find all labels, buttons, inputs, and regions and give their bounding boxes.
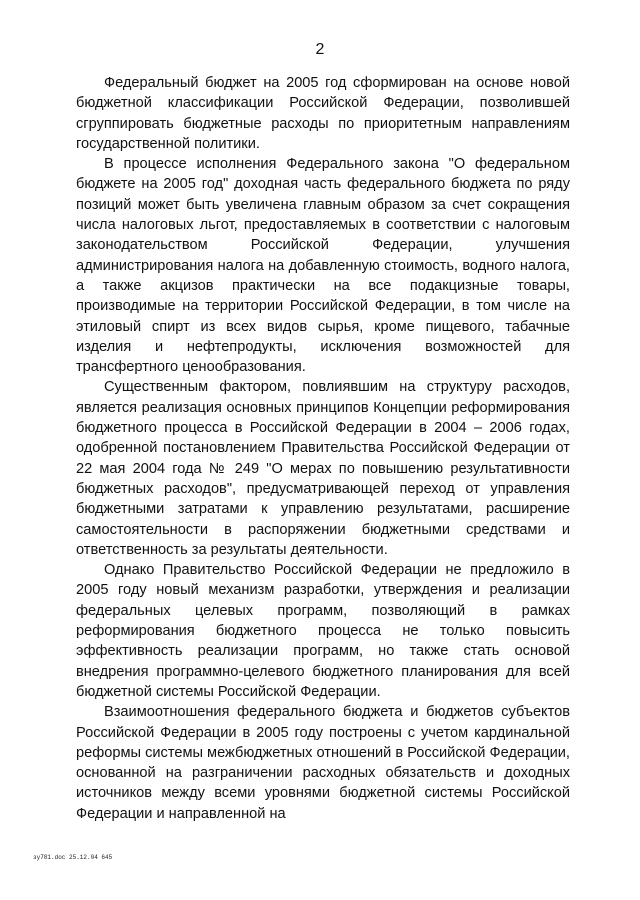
page-number: 2 [315,41,325,58]
paragraph-target-programs: Однако Правительство Российской Федерации не предложило в 2005 году новый механизм разработки, утверждения и реализации федеральных целевых программ, позволяющий в рамках реформирования бюджетного процесса не только повысить эффективность реализации программ, но также стать основой внедрения программно-целевого бюджетного планирования для всей бюджетной системы Российской Федерации. [76,562,570,700]
paragraph-budget-classification: Федеральный бюджет на 2005 год сформирован на основе новой бюджетной классификации Российской Федерации, позволившей сгруппировать бюджетные расходы по приоритетным направлениям государственной политики. [76,75,570,152]
paragraph-intergovernmental-relations: Взаимоотношения федерального бюджета и бюджетов субъектов Российской Федерации в 2005 году построены с учетом кардинальной реформы системы межбюджетных отношений в Российской Федерации, основанной на разграничении расходных обязательств и доходных источников между всеми уровнями бюджетной системы Российской Федерации и направленной на [76,704,570,822]
paragraph-revenue-increase: В процессе исполнения Федерального закона "О федеральном бюджете на 2005 год" доходная часть федерального бюджета по ряду позиций может быть увеличена главным образом за счет сокращения числа налоговых льгот, предоставляемых в соответствии с налоговым законодательством Российской Федерации, улучшения администрирования налога на добавленную стоимость, водного налога, а также акцизов практически на все подакцизные товары, производимые на территории Российской Федерации, в том числе на этиловый спирт из всех видов сырья, кроме пищевого, табачные изделия и нефтепродукты, исключения возможностей для трансфертного ценообразования. [76,156,570,376]
paragraph-expenditure-structure: Существенным фактором, повлиявшим на структуру расходов, является реализация основных принципов Концепции реформирования бюджетного процесса в Российской Федерации в 2004 – 2006 годах, одобренной постановлением Правительства Российской Федерации от 22 мая 2004 года № 249 "О мерах по повышению результативности бюджетных расходов", предусматривающей переход от управления бюджетными затратами к управлению результатами, расширение самостоятельности в распоряжении бюджетными средствами и ответственность за результаты деятельности. [76,379,570,558]
document-body [76,73,570,824]
file-stamp-footer: зу781.doc 25.12.04 645 [33,854,113,861]
